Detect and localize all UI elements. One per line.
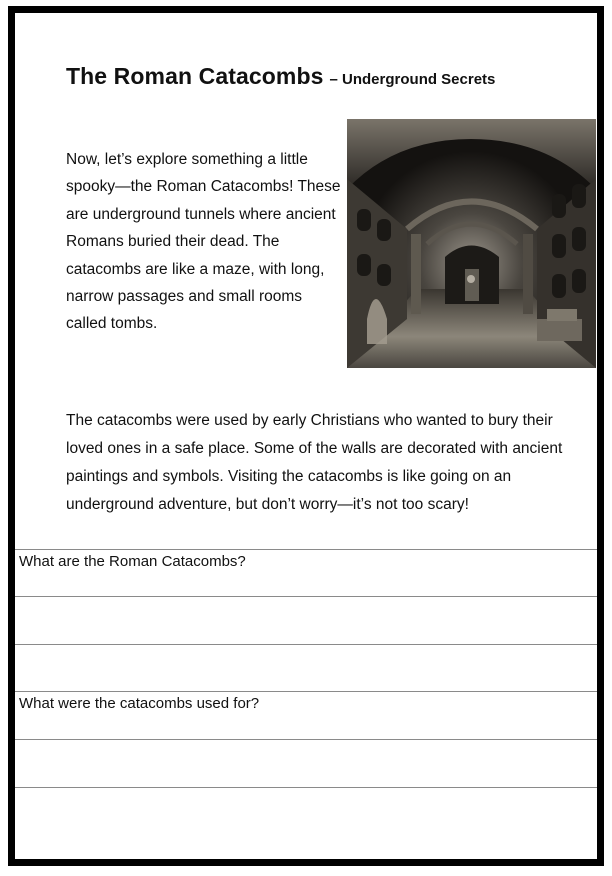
page-title xyxy=(66,63,495,90)
title-main: The Roman Catacombs xyxy=(66,63,324,89)
question-row-2: What were the catacombs used for? xyxy=(15,692,597,740)
question-row-1: What are the Roman Catacombs? xyxy=(15,550,597,597)
answer-line[interactable] xyxy=(15,788,597,852)
answer-line[interactable] xyxy=(15,740,597,788)
intro-paragraph: Now, let’s explore something a little spooky—the Roman Catacombs! These are underground tunnels where ancient Romans buried their dead. The catacombs are like a maze, with long, narrow passages and small rooms called tombs. xyxy=(66,151,341,333)
answer-line[interactable] xyxy=(15,597,597,645)
body-paragraph: The catacombs were used by early Christians who wanted to bury their loved ones in a safe place. Some of the walls are decorated with ancient paintings and symbols. Visiting the catacombs is like going on an underground adventure, but don’t worry—it’s not too scary! xyxy=(66,412,563,513)
title-subtitle: – Underground Secrets xyxy=(329,71,496,88)
catacomb-photo xyxy=(347,119,596,368)
question-table xyxy=(15,549,597,852)
catacomb-tunnel-illustration xyxy=(347,119,596,368)
answer-line[interactable] xyxy=(15,645,597,692)
worksheet-page xyxy=(8,6,604,866)
